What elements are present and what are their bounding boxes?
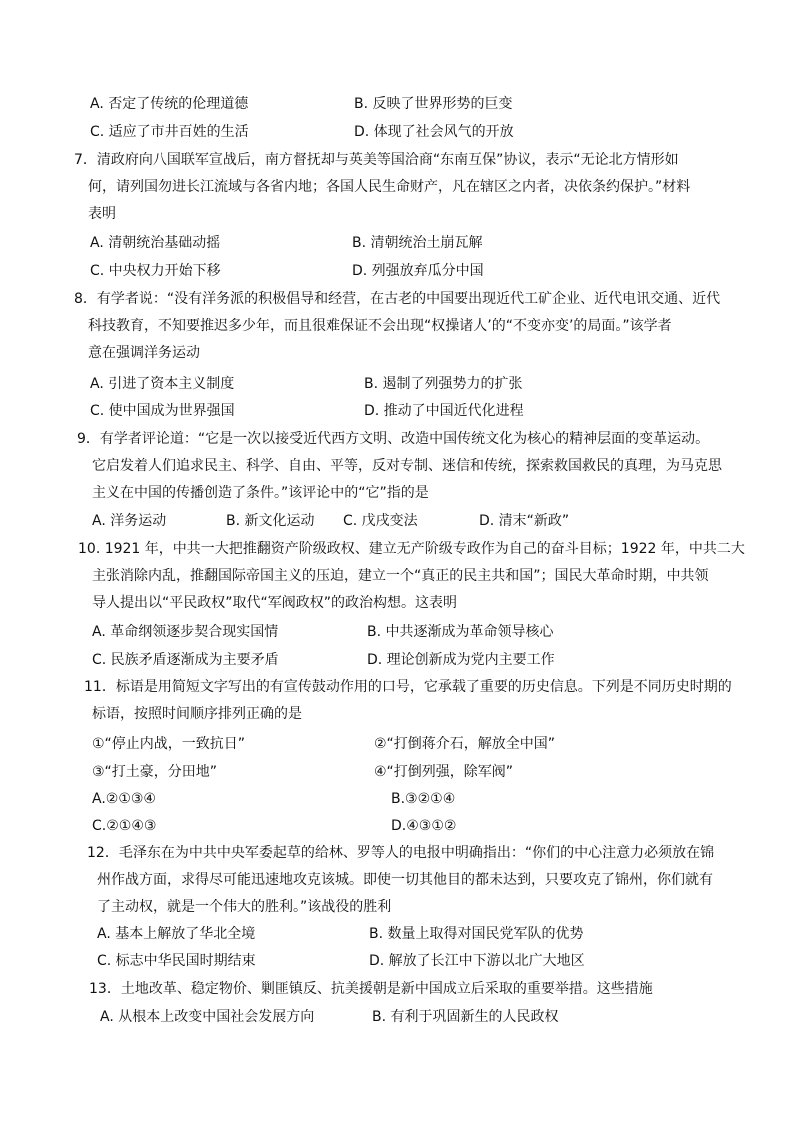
q7-stem-line3: 表明 [88, 206, 116, 222]
q8-stem-line3: 意在强调洋务运动 [88, 345, 200, 361]
q13-stem-line1: 13．土地改革、稳定物价、剿匪镇反、抗美援朝是新中国成立后采取的重要举措。这些措施 [89, 981, 653, 997]
q6-option-d: D. 体现了社会风气的开放 [354, 124, 514, 140]
q10-stem-line2: 主张消除内乱，推翻国际帝国主义的压迫，建立一个“真正的民主共和国”；国民大革命时期，中共领 [92, 568, 709, 584]
q8-option-d: D. 推动了中国近代化进程 [364, 403, 524, 419]
q10-option-d: D. 理论创新成为党内主要工作 [367, 652, 555, 668]
q7-option-c: C. 中央权力开始下移 [90, 263, 221, 279]
q9-option-c: C. 戊戌变法 [343, 513, 418, 529]
q6-option-a: A. 否定了传统的伦理道德 [90, 96, 249, 112]
q13-option-b: B. 有利于巩固新生的人民政权 [372, 1009, 559, 1025]
q12-stem-line3: 了主动权，就是一个伟大的胜利。”该战役的胜利 [97, 899, 392, 915]
q11-option-c: C.②①④③ [92, 818, 157, 834]
q10-stem-line1: 10. 1921 年，中共一大把推翻资产阶级政权、建立无产阶级专政作为自己的奋斗目标；1922 年，中共二大 [78, 541, 745, 557]
q10-option-c: C. 民族矛盾逐渐成为主要矛盾 [92, 652, 279, 668]
q10-option-b: B. 中共逐渐成为革命领导核心 [367, 624, 554, 640]
q12-option-d: D. 解放了长江中下游以北广大地区 [369, 953, 585, 969]
q11-stem-line1: 11．标语是用简短文字写出的有宣传鼓动作用的口号，它承载了重要的历史信息。下列是不同历史时期的 [84, 679, 732, 695]
q12-option-c: C. 标志中华民国时期结束 [97, 953, 256, 969]
q11-slogan-4: ④“打倒列强，除军阀” [374, 764, 514, 780]
q9-option-b: B. 新文化运动 [226, 513, 315, 529]
q8-option-b: B. 遏制了列强势力的扩张 [364, 376, 523, 392]
q11-option-a: A.②①③④ [92, 791, 156, 807]
q11-stem-line2: 标语，按照时间顺序排列正确的是 [92, 706, 302, 722]
q12-option-b: B. 数量上取得对国民党军队的优势 [369, 926, 584, 942]
q6-option-b: B. 反映了世界形势的巨变 [354, 96, 513, 112]
q6-option-c: C. 适应了市井百姓的生活 [90, 124, 249, 140]
q11-slogan-1: ①“停止内战，一致抗日” [92, 736, 246, 752]
q8-option-a: A. 引进了资本主义制度 [90, 376, 235, 392]
q12-option-a: A. 基本上解放了华北全境 [97, 926, 256, 942]
q7-stem-line1: 7．清政府向八国联军宣战后，南方督抚却与英美等国洽商“东南互保”协议，表示“无论北方情形如 [74, 152, 679, 168]
q13-option-a: A. 从根本上改变中国社会发展方向 [100, 1009, 315, 1025]
q11-option-d: D.④③①② [391, 818, 457, 834]
q9-option-d: D. 清末“新政” [479, 513, 570, 529]
q11-slogan-2: ②“打倒蒋介石，解放全中国” [374, 736, 556, 752]
q12-stem-line2: 州作战方面，求得尽可能迅速地攻克该城。即使一切其他目的都未达到，只要攻克了锦州，你们就有 [97, 872, 713, 888]
q8-stem-line2: 科技教育，不知要推迟多少年，而且很难保证不会出现“权操诸人’的“不变亦变’的局面。”该学者 [88, 318, 672, 334]
q7-stem-line2: 何，请列国勿进长江流域与各省内地；各国人民生命财产，凡在辖区之内者，决依条约保护。”材料 [88, 179, 691, 195]
q7-option-a: A. 清朝统治基础动摇 [90, 235, 221, 251]
q8-stem-line1: 8．有学者说：“没有洋务派的积极倡导和经营，在古老的中国要出现近代工矿企业、近代电讯交通、近代 [74, 291, 721, 307]
q11-slogan-3: ③“打土豪，分田地” [92, 764, 218, 780]
q10-stem-line3: 导人提出以“平民政权”取代“军阀政权”的政治构想。这表明 [92, 595, 458, 611]
q7-option-b: B. 清朝统治土崩瓦解 [352, 235, 483, 251]
q9-stem-line3: 主义在中国的传播创造了条件。”该评论中的“它”指的是 [92, 485, 429, 501]
q12-stem-line1: 12．毛泽东在为中共中央军委起草的给林、罗等人的电报中明确指出：“你们的中心注意力必须放在锦 [87, 845, 715, 861]
q11-option-b: B.③②①④ [391, 791, 456, 807]
q10-option-a: A. 革命纲领逐步契合现实国情 [92, 624, 279, 640]
q9-option-a: A. 洋务运动 [92, 513, 167, 529]
q9-stem-line2: 它启发着人们追求民主、科学、自由、平等，反对专制、迷信和传统，探索救国救民的真理，为马克思 [92, 458, 722, 474]
q9-stem-line1: 9．有学者评论道：“它是一次以接受近代西方文明、改造中国传统文化为核心的精神层面的变革运动。 [77, 431, 710, 447]
q7-option-d: D. 列强放弃瓜分中国 [352, 263, 484, 279]
q8-option-c: C. 使中国成为世界强国 [90, 403, 235, 419]
